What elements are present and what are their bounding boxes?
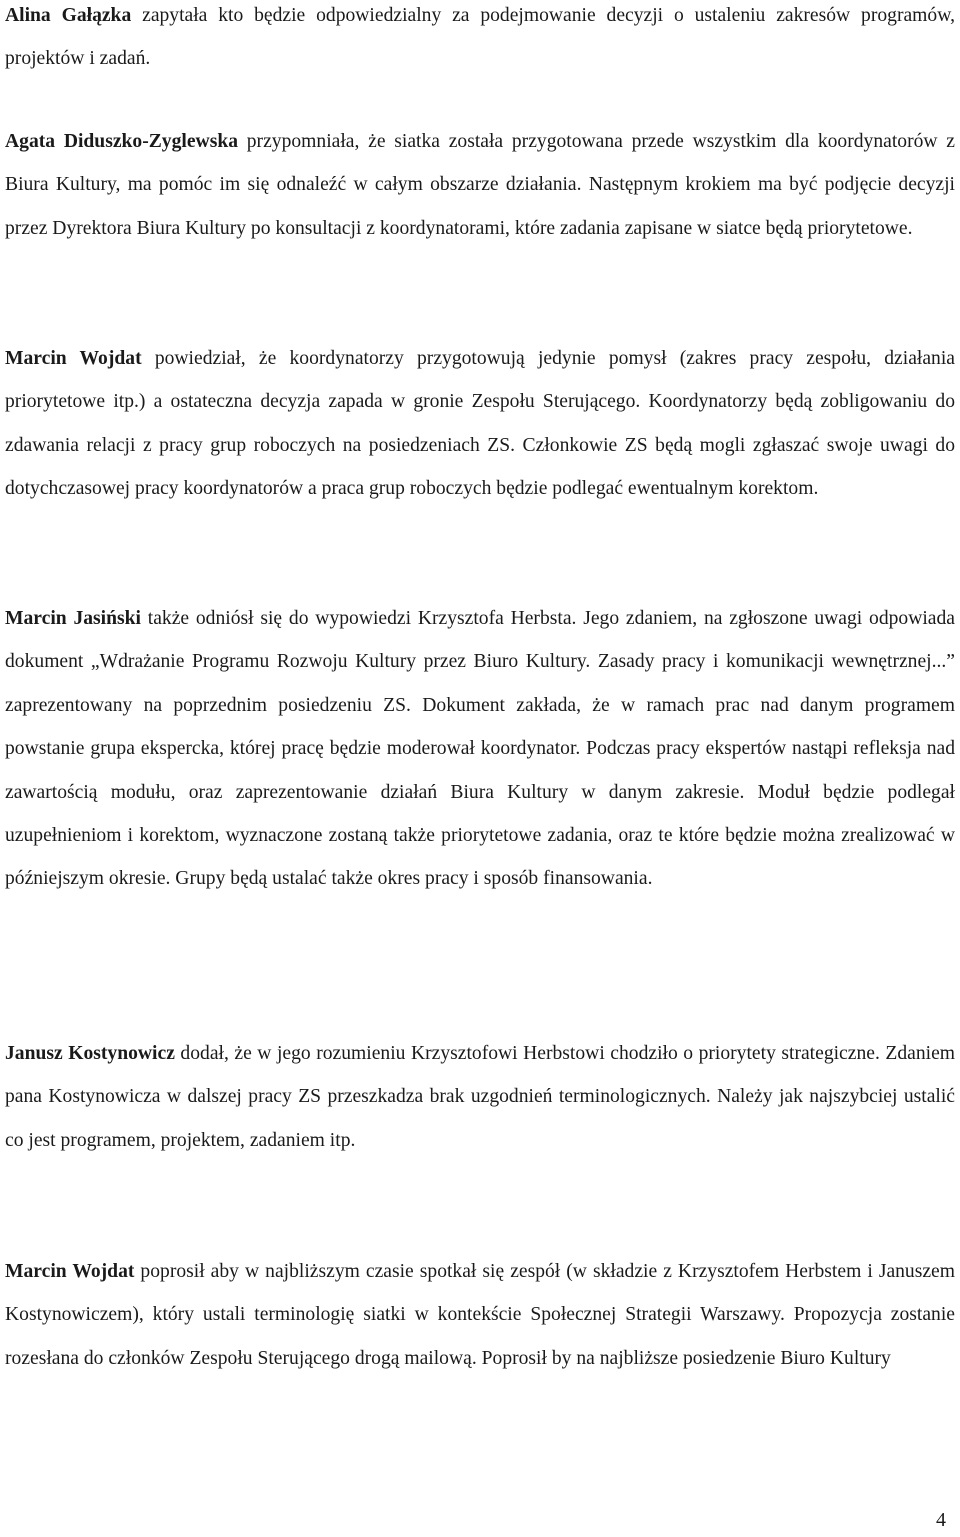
paragraph-wojdat-2 [5,1250,955,1380]
paragraph-text: zapytała kto będzie odpowiedzialny za podejmowanie decyzji o ustaleniu zakresów programów, projektów i zadań. [5,5,955,70]
speaker-name: Janusz Kostynowicz [5,1043,175,1064]
speaker-name: Marcin Wojdat [5,1261,135,1282]
paragraph-kostynowicz [5,1032,955,1162]
paragraph-text: powiedział, że koordynatorzy przygotowują jedynie pomysł (zakres pracy zespołu, działania priorytetowe itp.) a ostateczna decyzja zapada w gronie Zespołu Sterującego. Koordynatorzy będą zobligowaniu do zdawania relacji z pracy grup roboczych na posiedzeniach ZS. Członkowie ZS będą mogli zgłaszać swoje uwagi do dotychczasowej pracy koordynatorów a praca grup roboczych będzie podlegać ewentualnym korektom. [5,348,955,500]
paragraph-text: przypomniała, że siatka została przygotowana przede wszystkim dla koordynatorów z Biura Kultury, ma pomóc im się odnaleźć w całym obszarze działania. Następnym krokiem ma być podjęcie decyzji przez Dyrektora Biura Kultury po konsultacji z koordynatorami, które zadania zapisane w siatce będą priorytetowe. [5,131,955,239]
speaker-name: Agata Diduszko-Zyglewska [5,131,239,152]
paragraph-diduszko-zyglewska [5,120,955,250]
speaker-name: Alina Gałązka [5,5,132,26]
paragraph-text: dodał, że w jego rozumieniu Krzysztofowi Herbstowi chodziło o priorytety strategiczne. Zdaniem pana Kostynowicza w dalszej pracy ZS przeszkadza brak uzgodnień terminologicznych. Należy jak najszybciej ustalić co jest programem, projektem, zadaniem itp. [5,1043,956,1151]
speaker-name: Marcin Wojdat [5,348,142,369]
paragraph-galazka [5,0,955,81]
paragraph-text: poprosił aby w najbliższym czasie spotkał się zespół (w składzie z Krzysztofem Herbstem i Januszem Kostynowiczem), który ustali terminologię siatki w kontekście Społecznej Strategii Warszawy. Propozycja zostanie rozesłana do członków Zespołu Sterującego drogą mailową. Poprosił by na najbliższe posiedzenie Biuro Kultury [5,1261,955,1369]
paragraph-jasinski [5,597,955,901]
paragraph-wojdat-1 [5,337,955,511]
page-number: 4 [936,1509,946,1531]
speaker-name: Marcin Jasiński [5,608,141,629]
paragraph-text: także odniósł się do wypowiedzi Krzysztofa Herbsta. Jego zdaniem, na zgłoszone uwagi odpowiada dokument „Wdrażanie Programu Rozwoju Kultury przez Biuro Kultury. Zasady pracy i komunikacji wewnętrznej...” zaprezentowany na poprzednim posiedzeniu ZS. Dokument zakłada, że w ramach prac nad danym programem powstanie grupa ekspercka, której pracę będzie moderował koordynator. Podczas pracy ekspertów nastąpi refleksja nad zawartością modułu, oraz zaprezentowanie działań Biura Kultury w danym zakresie. Moduł będzie podlegał uzupełnieniom i korektom, wyznaczone zostaną także priorytetowe zadania, oraz te które będzie można zrealizować w późniejszym okresie. Grupy będą ustalać także okres pracy i sposób finansowania. [5,608,955,890]
